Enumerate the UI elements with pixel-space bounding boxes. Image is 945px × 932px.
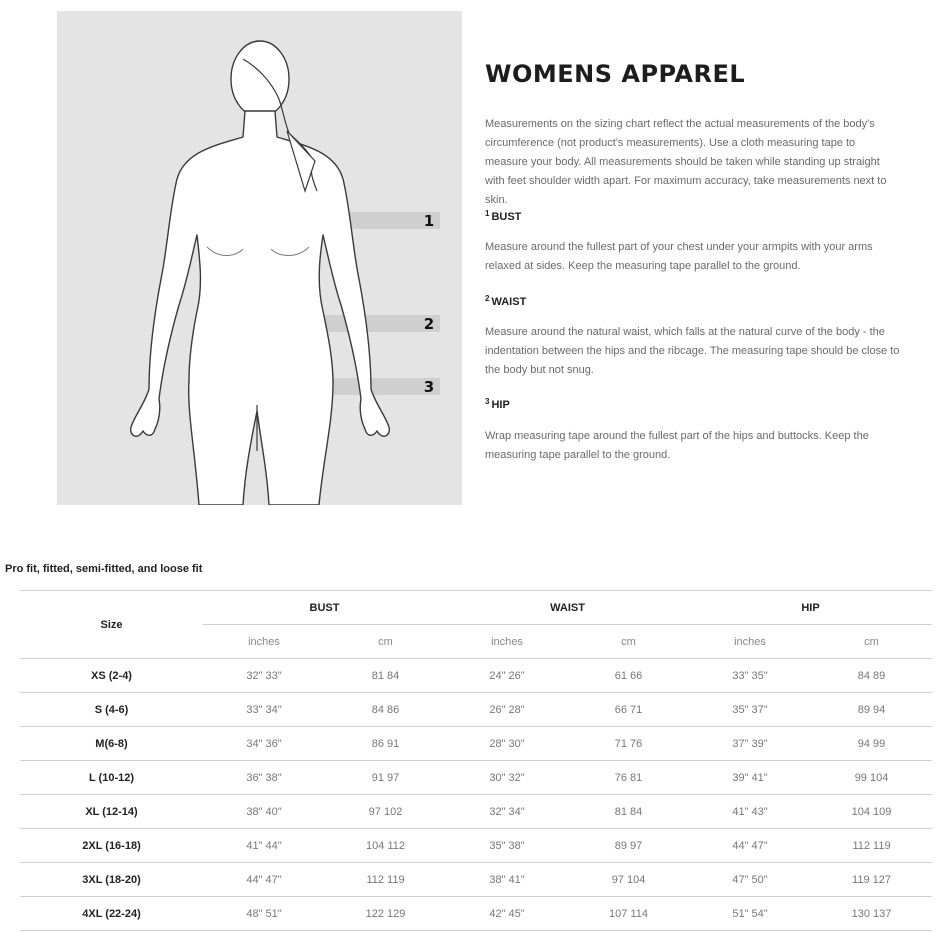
measurement-cell: 61 66	[568, 659, 689, 693]
measurement-cell: 35" 38"	[446, 829, 568, 863]
table-row	[20, 693, 932, 727]
table-row	[20, 829, 932, 863]
unit-header: inches	[689, 625, 811, 659]
measurement-cell: 112 119	[811, 829, 932, 863]
unit-header: cm	[568, 625, 689, 659]
measurement-cell: 35" 37"	[689, 693, 811, 727]
measurement-cell: 42" 45"	[446, 897, 568, 931]
hip-heading: $^3$ HIP	[485, 397, 510, 411]
unit-header: cm	[325, 625, 446, 659]
marker-2: 2	[423, 315, 435, 333]
size-cell: 3XL (18-20)	[20, 863, 203, 897]
measurement-cell: 41" 43"	[689, 795, 811, 829]
page-title: WOMENS APPAREL	[485, 60, 746, 88]
bust-heading: $^1$ BUST	[485, 209, 522, 223]
measurement-cell: 38" 41"	[446, 863, 568, 897]
measurement-cell: 91 97	[325, 761, 446, 795]
measurement-cell: 112 119	[325, 863, 446, 897]
measurement-cell: 76 81	[568, 761, 689, 795]
woman-silhouette-illustration	[57, 11, 462, 505]
measurement-cell: 122 129	[325, 897, 446, 931]
measurement-cell: 36" 38"	[203, 761, 325, 795]
measurement-cell: 99 104	[811, 761, 932, 795]
unit-header: inches	[446, 625, 568, 659]
measurement-cell: 94 99	[811, 727, 932, 761]
body-measurement-figure	[57, 11, 462, 505]
measurement-cell: 38" 40"	[203, 795, 325, 829]
bust-group-header: BUST	[203, 591, 446, 625]
measurement-cell: 51" 54"	[689, 897, 811, 931]
size-chart-table	[20, 590, 932, 931]
table-row	[20, 897, 932, 931]
measurement-cell: 33" 35"	[689, 659, 811, 693]
size-cell: L (10-12)	[20, 761, 203, 795]
measurement-cell: 44" 47"	[689, 829, 811, 863]
waist-group-header: WAIST	[446, 591, 689, 625]
measurement-cell: 89 94	[811, 693, 932, 727]
size-table-body	[20, 659, 932, 931]
measurement-cell: 81 84	[325, 659, 446, 693]
measurement-cell: 104 109	[811, 795, 932, 829]
measurement-cell: 28" 30"	[446, 727, 568, 761]
measurement-cell: 37" 39"	[689, 727, 811, 761]
size-cell: 4XL (22-24)	[20, 897, 203, 931]
measurement-cell: 30" 32"	[446, 761, 568, 795]
bust-description: Measure around the fullest part of your chest under your armpits with your arms relaxed at sides. Keep the measuring tape parallel to the ground.	[485, 241, 873, 272]
fit-label: Pro fit, fitted, semi-fitted, and loose fit	[5, 563, 203, 575]
measurement-cell: 89 97	[568, 829, 689, 863]
measurement-cell: 71 76	[568, 727, 689, 761]
measurement-cell: 39" 41"	[689, 761, 811, 795]
waist-heading: $^2$ WAIST	[485, 294, 527, 308]
size-cell: XL (12-14)	[20, 795, 203, 829]
measurement-cell: 86 91	[325, 727, 446, 761]
table-row	[20, 659, 932, 693]
hip-group-header: HIP	[689, 591, 932, 625]
table-row	[20, 761, 932, 795]
body-outline	[131, 41, 390, 505]
table-row	[20, 727, 932, 761]
measurement-cell: 107 114	[568, 897, 689, 931]
unit-header: cm	[811, 625, 932, 659]
size-column-header: Size	[20, 591, 203, 659]
measurement-cell: 104 112	[325, 829, 446, 863]
size-cell: XS (2-4)	[20, 659, 203, 693]
measurement-cell: 34" 36"	[203, 727, 325, 761]
measurement-cell: 48" 51"	[203, 897, 325, 931]
size-cell: 2XL (16-18)	[20, 829, 203, 863]
measurement-cell: 97 102	[325, 795, 446, 829]
marker-3: 3	[423, 378, 435, 396]
table-row	[20, 795, 932, 829]
measurement-cell: 33" 34"	[203, 693, 325, 727]
measurement-cell: 32" 34"	[446, 795, 568, 829]
measurement-cell: 41" 44"	[203, 829, 325, 863]
measurement-cell: 97 104	[568, 863, 689, 897]
measurement-cell: 130 137	[811, 897, 932, 931]
measurement-cell: 119 127	[811, 863, 932, 897]
measurement-cell: 44" 47"	[203, 863, 325, 897]
measurement-cell: 84 86	[325, 693, 446, 727]
size-cell: S (4-6)	[20, 693, 203, 727]
unit-header: inches	[203, 625, 325, 659]
marker-1: 1	[423, 212, 435, 230]
measurement-cell: 24" 26"	[446, 659, 568, 693]
measurement-cell: 84 89	[811, 659, 932, 693]
measurement-cell: 32" 33"	[203, 659, 325, 693]
measurement-cell: 26" 28"	[446, 693, 568, 727]
hip-description: Wrap measuring tape around the fullest part of the hips and buttocks. Keep the measuring tape parallel to the ground.	[485, 430, 869, 461]
waist-description: Measure around the natural waist, which falls at the natural curve of the body - the indentation between the hips and the ribcage. The measuring tape should be close to the body but not snug.	[485, 326, 900, 376]
info-header	[485, 58, 905, 90]
intro-text: Measurements on the sizing chart reflect the actual measurements of the body's circumference (not product's measurements). Use a cloth measuring tape to measure your body. All measurements should be taken while standing up straight with feet shoulder width apart. For maximum accuracy, take measurements next to skin.	[485, 118, 887, 206]
size-cell: M(6-8)	[20, 727, 203, 761]
measurement-cell: 66 71	[568, 693, 689, 727]
measurement-cell: 47" 50"	[689, 863, 811, 897]
measurement-cell: 81 84	[568, 795, 689, 829]
table-row	[20, 863, 932, 897]
